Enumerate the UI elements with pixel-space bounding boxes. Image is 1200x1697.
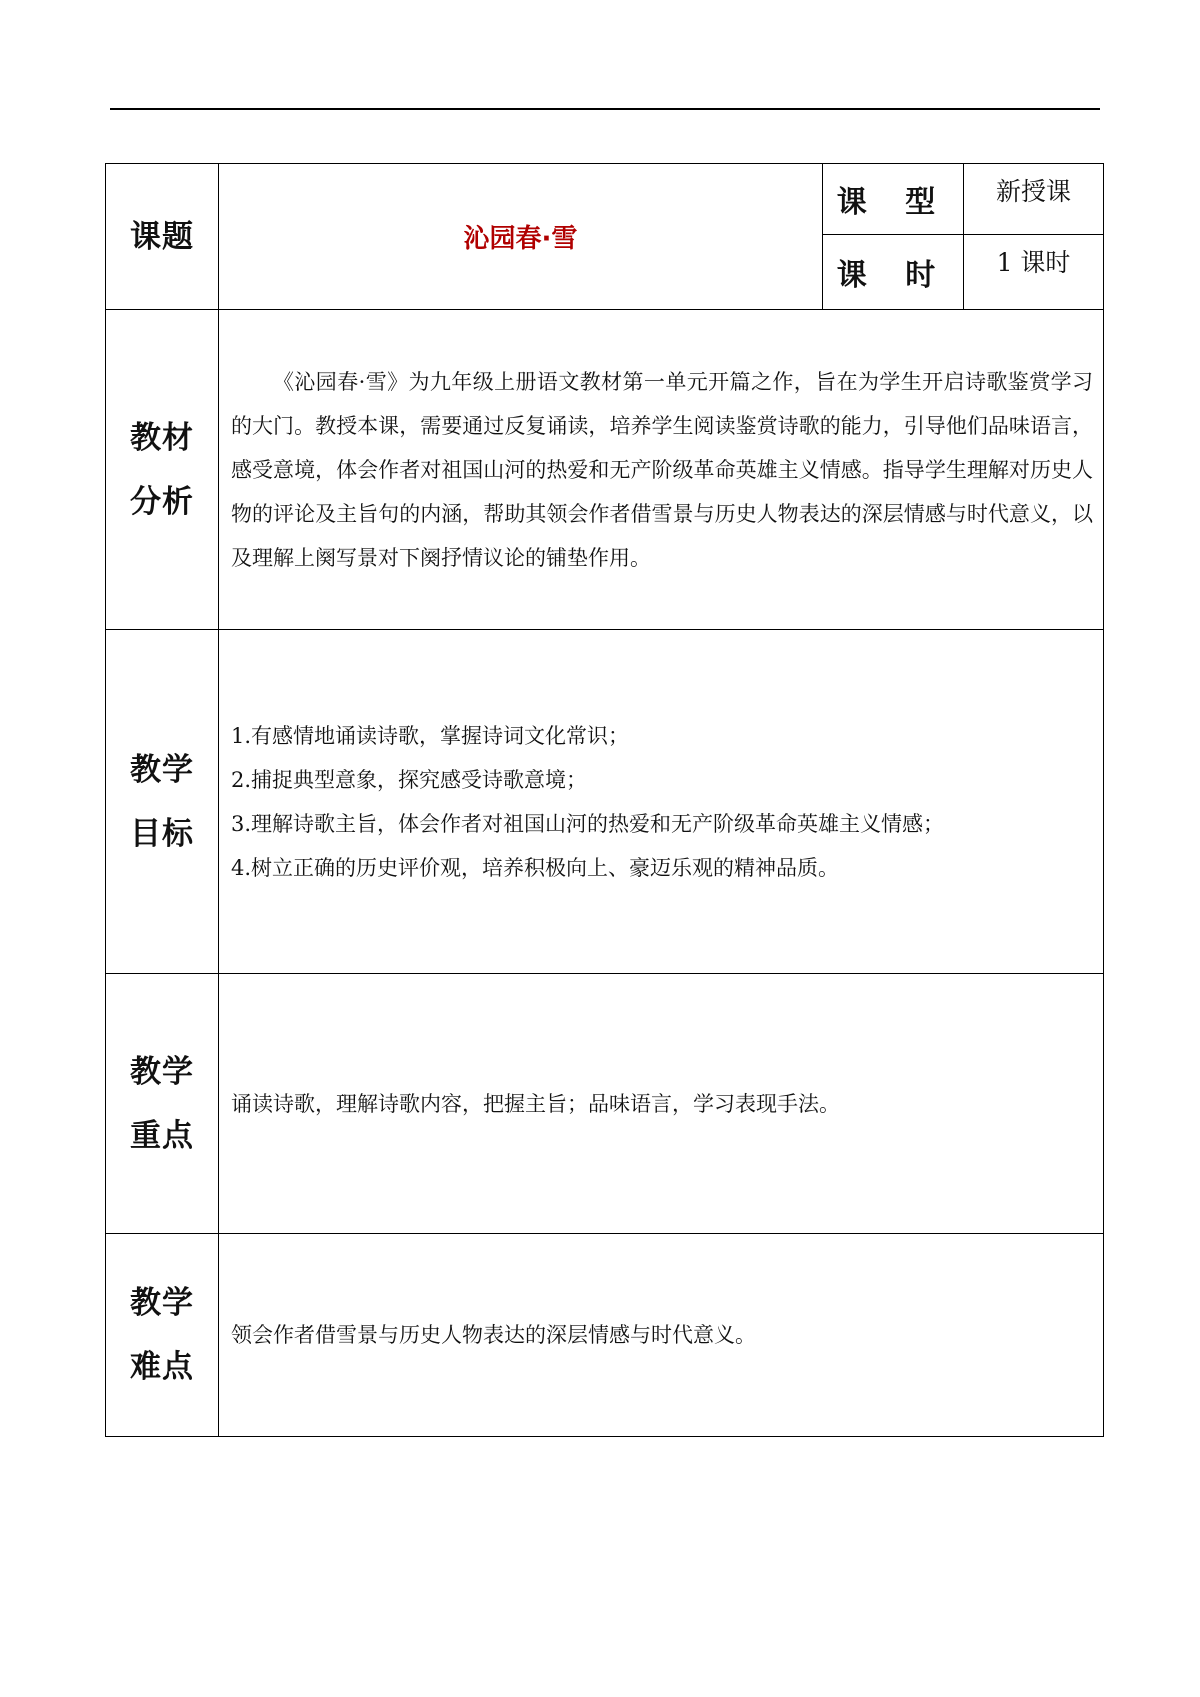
header-rule bbox=[110, 108, 1100, 110]
analysis-content bbox=[219, 310, 1104, 630]
objective-item: 3.理解诗歌主旨，体会作者对祖国山河的热爱和无产阶级革命英雄主义情感； bbox=[231, 811, 945, 836]
objectives-content bbox=[219, 630, 1104, 974]
objectives-row bbox=[106, 630, 1104, 974]
hours-label: 课 时 bbox=[823, 235, 964, 310]
key-points-label bbox=[106, 974, 219, 1234]
title-label: 课题 bbox=[130, 218, 194, 255]
title-row bbox=[106, 164, 1104, 235]
objective-item: 1.有感情地诵读诗歌，掌握诗词文化常识； bbox=[231, 723, 630, 748]
lesson-title: 沁园春·雪 bbox=[219, 164, 823, 310]
difficulties-text: 领会作者借雪景与历史人物表达的深层情感与时代意义。 bbox=[231, 1323, 756, 1347]
type-label: 课 型 bbox=[823, 164, 964, 235]
objectives-label-line2: 目标 bbox=[130, 815, 194, 852]
difficulties-row bbox=[106, 1234, 1104, 1437]
analysis-row bbox=[106, 310, 1104, 630]
key-points-label-line2: 重点 bbox=[130, 1117, 194, 1154]
objectives-label bbox=[106, 630, 219, 974]
difficulties-label bbox=[106, 1234, 219, 1437]
lesson-plan-table bbox=[105, 163, 1104, 1437]
hours-value: 1 课时 bbox=[964, 235, 1104, 310]
key-points-text: 诵读诗歌，理解诗歌内容，把握主旨；品味语言，学习表现手法。 bbox=[231, 1091, 840, 1116]
objective-item: 2.捕捉典型意象，探究感受诗歌意境； bbox=[231, 767, 588, 792]
analysis-label bbox=[106, 310, 219, 630]
objective-item: 4.树立正确的历史评价观，培养积极向上、豪迈乐观的精神品质。 bbox=[231, 855, 840, 880]
difficulties-label-line1: 教学 bbox=[130, 1285, 194, 1321]
type-value: 新授课 bbox=[964, 164, 1104, 235]
key-points-content bbox=[219, 974, 1104, 1234]
analysis-label-line2: 分析 bbox=[130, 483, 194, 520]
difficulties-content bbox=[219, 1234, 1104, 1437]
analysis-label-line1: 教材 bbox=[130, 419, 194, 456]
analysis-text: 《沁园春·雪》为九年级上册语文教材第一单元开篇之作，旨在为学生开启诗歌鉴赏学习的大门。教授本课，需要通过反复诵读，培养学生阅读鉴赏诗歌的能力，引导他们品味语言，感受意境，体会作者对祖国山河的热爱和无产阶级革命英雄主义情感。指导学生理解对历史人物的评论及主旨句的内涵，帮助其领会作者借雪景与历史人物表达的深层情感与时代意义，以及理解上阕写景对下阕抒情议论的铺垫作用。 bbox=[231, 369, 1093, 570]
difficulties-label-line2: 难点 bbox=[130, 1349, 194, 1385]
key-points-label-line1: 教学 bbox=[130, 1053, 194, 1090]
title-label-cell bbox=[106, 164, 219, 310]
objectives-label-line1: 教学 bbox=[130, 751, 194, 788]
key-points-row bbox=[106, 974, 1104, 1234]
